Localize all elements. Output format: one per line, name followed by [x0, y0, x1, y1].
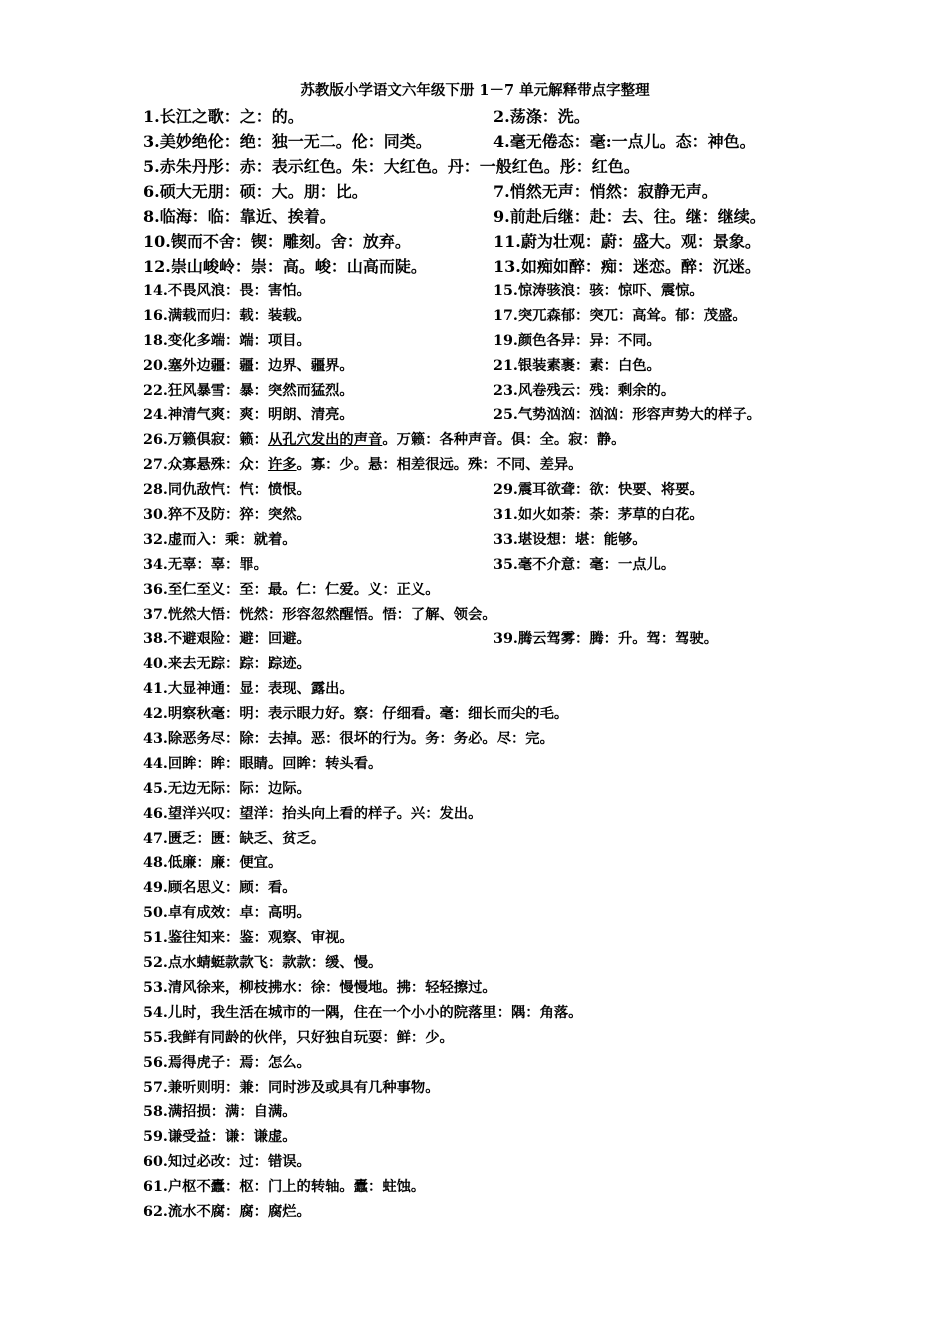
entry-row	[143, 727, 843, 752]
entry-row	[143, 926, 843, 951]
entry-item: 50.卓有成效：卓：高明。	[143, 905, 311, 922]
entry-item: 37.恍然大悟：恍然：形容忽然醒悟。悟：了解、领会。	[143, 606, 497, 623]
entry-row	[143, 179, 843, 204]
underlined-text: 许多	[267, 457, 297, 474]
entry-row	[143, 652, 843, 677]
entry-row	[143, 104, 843, 129]
entry-item: 2.荡涤：洗。	[493, 107, 590, 126]
entry-item: 34.无辜：辜：罪。	[143, 556, 268, 573]
entry-row	[143, 503, 843, 528]
entry-row	[143, 876, 843, 901]
entry-row	[143, 951, 843, 976]
entry-item: 33.堪设想：堪：能够。	[493, 531, 647, 548]
entry-row	[143, 478, 843, 503]
entry-item: 35.毫不介意：毫：一点儿。	[493, 556, 676, 573]
entry-item: 49.顾名思义：顾：看。	[143, 880, 297, 897]
entry-item: 16.满载而归：载：装载。	[143, 307, 311, 324]
entry-row	[143, 329, 843, 354]
entry-row	[143, 428, 843, 453]
entry-item: 55.我鲜有同龄的伙伴，只好独自玩耍：鲜：少。	[143, 1029, 454, 1046]
entry-row	[143, 403, 843, 428]
entry-item	[143, 453, 582, 478]
document-title: 苏教版小学语文六年级下册 1－7 单元解释带点字整理	[300, 82, 650, 99]
entry-item: 52.点水蜻蜓款款飞：款款：缓、慢。	[143, 955, 383, 972]
entry-row	[143, 603, 843, 628]
entry-row	[143, 976, 843, 1001]
entry-item: 18.变化多端：端：项目。	[143, 332, 311, 349]
entry-item: 30.猝不及防：猝：突然。	[143, 507, 311, 524]
entry-item: 45.无边无际：际：边际。	[143, 780, 311, 797]
entry-item: 5.赤朱丹彤：赤：表示红色。朱：大红色。丹：一般红色。彤：红色。	[143, 157, 640, 176]
entry-item: 42.明察秋毫：明：表示眼力好。察：仔细看。毫：细长而尖的毛。	[143, 706, 569, 723]
entry-item: 56.焉得虎子：焉：怎么。	[143, 1054, 311, 1071]
entry-row	[143, 129, 843, 154]
entry-row	[143, 752, 843, 777]
entry-row	[143, 1001, 843, 1026]
entry-row	[143, 677, 843, 702]
entry-row	[143, 1051, 843, 1076]
entry-row	[143, 1125, 843, 1150]
entry-item: 29.震耳欲聋：欲：快要、将要。	[493, 482, 704, 499]
entry-row	[143, 379, 843, 404]
entry-item: 32.虚而入：乘：就着。	[143, 531, 297, 548]
entry-item: 7.悄然无声：悄然：寂静无声。	[493, 182, 718, 201]
entry-row	[143, 553, 843, 578]
entry-item: 24.神清气爽：爽：明朗、清亮。	[143, 407, 354, 424]
entry-row	[143, 627, 843, 652]
entry-text: 。寡：少。悬：相差很远。殊：不同、差异。	[296, 457, 583, 474]
entry-row	[143, 229, 843, 254]
entry-text: 26.万籁俱寂：籁：	[143, 432, 268, 449]
entry-row	[143, 1200, 843, 1225]
entry-item: 39.腾云驾雾：腾：升。驾：驾驶。	[493, 631, 719, 648]
underlined-text: 从孔穴发出的声音	[267, 432, 383, 449]
entry-item: 58.满招损：满：自满。	[143, 1104, 297, 1121]
entry-row	[143, 702, 843, 727]
entry-item: 44.回眸：眸：眼睛。回眸：转头看。	[143, 755, 383, 772]
entry-item: 51.鉴往知来：鉴：观察、审视。	[143, 930, 354, 947]
entry-item: 19.颜色各异：异：不同。	[493, 332, 661, 349]
entry-item: 14.不畏风浪：畏：害怕。	[143, 283, 311, 299]
entry-item: 38.不避艰险：避：回避。	[143, 631, 311, 648]
entry-item: 43.除恶务尽：除：去掉。恶：很坏的行为。务：务必。尽：完。	[143, 731, 554, 748]
entry-item: 9.前赴后继：赴：去、往。继：继续。	[493, 207, 766, 226]
entry-row	[143, 354, 843, 379]
entry-item: 22.狂风暴雪：暴：突然而猛烈。	[143, 382, 354, 399]
entry-row	[143, 528, 843, 553]
entry-row	[143, 851, 843, 876]
entry-list	[143, 104, 843, 1225]
entry-item: 4.毫无倦态：毫:一点儿。态：神色。	[493, 132, 756, 151]
entry-item: 8.临海：临：靠近、挨着。	[143, 207, 336, 226]
entry-item: 25.气势汹汹：汹汹：形容声势大的样子。	[493, 407, 761, 424]
entry-item: 40.来去无踪：踪：踪迹。	[143, 656, 311, 673]
entry-item	[143, 428, 625, 453]
entry-row	[143, 1175, 843, 1200]
entry-row	[143, 453, 843, 478]
entry-item: 59.谦受益：谦：谦虚。	[143, 1129, 297, 1146]
entry-row	[143, 1026, 843, 1051]
entry-item: 12.崇山峻岭：崇：高。峻：山高而陡。	[143, 257, 427, 276]
entry-row	[143, 1076, 843, 1101]
entry-item: 21.银装素裹：素：白色。	[493, 357, 661, 374]
entry-item: 17.突兀森郁：突兀：高耸。郁：茂盛。	[493, 307, 747, 324]
entry-item: 23.风卷残云：残：剩余的。	[493, 382, 676, 399]
entry-item: 6.硕大无朋：硕：大。朋：比。	[143, 182, 368, 201]
entry-row	[143, 154, 843, 179]
entry-item: 53.清风徐来，柳枝拂水：徐：慢慢地。拂：轻轻擦过。	[143, 979, 497, 996]
entry-item: 20.塞外边疆：疆：边界、疆界。	[143, 357, 354, 374]
entry-item: 62.流水不腐：腐：腐烂。	[143, 1203, 311, 1220]
entry-row	[143, 901, 843, 926]
entry-item: 31.如火如荼：荼：茅草的白花。	[493, 507, 704, 524]
entry-row	[143, 777, 843, 802]
entry-text: 。万籁：各种声音。俱：全。寂：静。	[382, 432, 626, 449]
entry-item: 3.美妙绝伦：绝：独一无二。伦：同类。	[143, 132, 432, 151]
entry-item: 36.至仁至义：至：最。仁：仁爱。义：正义。	[143, 581, 440, 598]
entry-row	[143, 1150, 843, 1175]
entry-row	[143, 304, 843, 329]
entry-item: 41.大显神通：显：表现、露出。	[143, 681, 354, 698]
entry-row	[143, 578, 843, 603]
entry-item: 61.户枢不蠹：枢：门上的转轴。蠹：蛀蚀。	[143, 1179, 426, 1196]
entry-row	[143, 279, 843, 304]
entry-item: 60.知过必改：过：错误。	[143, 1154, 311, 1171]
entry-item: 54.儿时，我生活在城市的一隅，住在一个小小的院落里：隅：角落。	[143, 1004, 583, 1021]
entry-item: 10.锲而不舍：锲：雕刻。舍：放弃。	[143, 232, 411, 251]
entry-item: 47.匮乏：匮：缺乏、贫乏。	[143, 830, 326, 847]
entry-row	[143, 827, 843, 852]
entry-item: 48.低廉：廉：便宜。	[143, 855, 283, 872]
entry-text: 27.众寡悬殊：众：	[143, 457, 268, 474]
entry-item: 15.惊涛骇浪：骇：惊吓、震惊。	[493, 283, 704, 299]
entry-item: 11.蔚为壮观：蔚：盛大。观：景象。	[493, 232, 761, 251]
entry-row	[143, 802, 843, 827]
entry-row	[143, 1100, 843, 1125]
entry-item: 46.望洋兴叹：望洋：抬头向上看的样子。兴：发出。	[143, 805, 483, 822]
entry-item: 28.同仇敌忾：忾：愤恨。	[143, 482, 311, 499]
entry-item: 57.兼听则明：兼：同时涉及或具有几种事物。	[143, 1079, 440, 1096]
entry-row	[143, 254, 843, 279]
entry-item: 1.长江之歌：之：的。	[143, 107, 304, 126]
entry-row	[143, 204, 843, 229]
entry-item: 13.如痴如醉：痴：迷恋。醉：沉迷。	[493, 257, 761, 276]
